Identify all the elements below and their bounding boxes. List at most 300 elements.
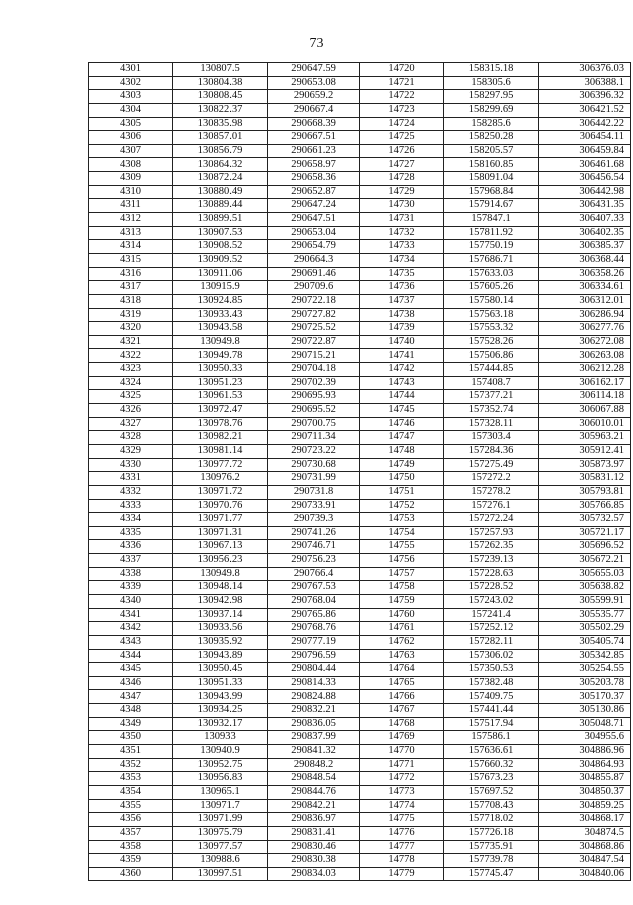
y-coordinate-cell: 306114.18 — [539, 390, 631, 404]
x-coordinate-cell: 158299.69 — [444, 103, 539, 117]
y-coordinate-cell: 290658.97 — [268, 158, 360, 172]
point-id-cell: 4345 — [89, 663, 173, 677]
point-id-cell: 14732 — [360, 226, 444, 240]
point-id-cell: 14727 — [360, 158, 444, 172]
y-coordinate-cell: 305963.21 — [539, 431, 631, 445]
table-row — [89, 144, 631, 158]
y-coordinate-cell: 290836.97 — [268, 813, 360, 827]
point-id-cell: 4359 — [89, 854, 173, 868]
x-coordinate-cell: 158160.85 — [444, 158, 539, 172]
x-coordinate-cell: 130857.01 — [173, 131, 268, 145]
x-coordinate-cell: 157276.1 — [444, 499, 539, 513]
table-row — [89, 172, 631, 186]
x-coordinate-cell: 157750.19 — [444, 240, 539, 254]
x-coordinate-cell: 157739.78 — [444, 854, 539, 868]
point-id-cell: 14753 — [360, 513, 444, 527]
y-coordinate-cell: 306456.54 — [539, 172, 631, 186]
y-coordinate-cell: 290654.79 — [268, 240, 360, 254]
table-row — [89, 567, 631, 581]
y-coordinate-cell: 306162.17 — [539, 376, 631, 390]
y-coordinate-cell: 306212.28 — [539, 363, 631, 377]
point-id-cell: 4310 — [89, 185, 173, 199]
y-coordinate-cell: 290731.8 — [268, 485, 360, 499]
table-row — [89, 431, 631, 445]
y-coordinate-cell: 290804.44 — [268, 663, 360, 677]
x-coordinate-cell: 157633.03 — [444, 267, 539, 281]
y-coordinate-cell: 290727.82 — [268, 308, 360, 322]
x-coordinate-cell: 158205.57 — [444, 144, 539, 158]
point-id-cell: 14748 — [360, 444, 444, 458]
point-id-cell: 14721 — [360, 76, 444, 90]
point-id-cell: 14772 — [360, 772, 444, 786]
y-coordinate-cell: 304868.86 — [539, 840, 631, 854]
table-row — [89, 185, 631, 199]
point-id-cell: 4315 — [89, 253, 173, 267]
y-coordinate-cell: 290777.19 — [268, 635, 360, 649]
y-coordinate-cell: 306010.01 — [539, 417, 631, 431]
point-id-cell: 14764 — [360, 663, 444, 677]
y-coordinate-cell: 305793.81 — [539, 485, 631, 499]
point-id-cell: 14747 — [360, 431, 444, 445]
x-coordinate-cell: 130908.52 — [173, 240, 268, 254]
y-coordinate-cell: 290695.52 — [268, 404, 360, 418]
x-coordinate-cell: 157282.11 — [444, 635, 539, 649]
point-id-cell: 4338 — [89, 567, 173, 581]
y-coordinate-cell: 290831.41 — [268, 826, 360, 840]
y-coordinate-cell: 290667.51 — [268, 131, 360, 145]
x-coordinate-cell: 130965.1 — [173, 785, 268, 799]
x-coordinate-cell: 157528.26 — [444, 335, 539, 349]
table-row — [89, 690, 631, 704]
y-coordinate-cell: 290741.26 — [268, 526, 360, 540]
x-coordinate-cell: 130988.6 — [173, 854, 268, 868]
x-coordinate-cell: 157241.4 — [444, 608, 539, 622]
x-coordinate-cell: 157735.91 — [444, 840, 539, 854]
y-coordinate-cell: 304864.93 — [539, 758, 631, 772]
x-coordinate-cell: 130932.17 — [173, 717, 268, 731]
y-coordinate-cell: 290723.22 — [268, 444, 360, 458]
x-coordinate-cell: 130933 — [173, 731, 268, 745]
y-coordinate-cell: 290830.46 — [268, 840, 360, 854]
y-coordinate-cell: 306442.22 — [539, 117, 631, 131]
table-row — [89, 676, 631, 690]
point-id-cell: 14758 — [360, 581, 444, 595]
x-coordinate-cell: 157697.52 — [444, 785, 539, 799]
point-id-cell: 14737 — [360, 294, 444, 308]
y-coordinate-cell: 290647.59 — [268, 63, 360, 77]
y-coordinate-cell: 305254.55 — [539, 663, 631, 677]
y-coordinate-cell: 305203.78 — [539, 676, 631, 690]
y-coordinate-cell: 290653.04 — [268, 226, 360, 240]
point-id-cell: 14767 — [360, 704, 444, 718]
table-row — [89, 226, 631, 240]
y-coordinate-cell: 305130.86 — [539, 704, 631, 718]
x-coordinate-cell: 130911.06 — [173, 267, 268, 281]
point-id-cell: 14739 — [360, 322, 444, 336]
y-coordinate-cell: 290704.18 — [268, 363, 360, 377]
x-coordinate-cell: 130971.7 — [173, 799, 268, 813]
y-coordinate-cell: 304874.5 — [539, 826, 631, 840]
y-coordinate-cell: 305048.71 — [539, 717, 631, 731]
x-coordinate-cell: 157350.53 — [444, 663, 539, 677]
y-coordinate-cell: 290837.99 — [268, 731, 360, 745]
y-coordinate-cell: 290664.3 — [268, 253, 360, 267]
y-coordinate-cell: 290691.46 — [268, 267, 360, 281]
table-row — [89, 758, 631, 772]
x-coordinate-cell: 130808.45 — [173, 90, 268, 104]
x-coordinate-cell: 130915.9 — [173, 281, 268, 295]
point-id-cell: 4325 — [89, 390, 173, 404]
x-coordinate-cell: 130949.8 — [173, 567, 268, 581]
point-id-cell: 4351 — [89, 745, 173, 759]
point-id-cell: 4306 — [89, 131, 173, 145]
point-id-cell: 4334 — [89, 513, 173, 527]
point-id-cell: 14773 — [360, 785, 444, 799]
x-coordinate-cell: 157968.84 — [444, 185, 539, 199]
x-coordinate-cell: 130952.75 — [173, 758, 268, 772]
y-coordinate-cell: 305502.29 — [539, 622, 631, 636]
x-coordinate-cell: 157586.1 — [444, 731, 539, 745]
point-id-cell: 4308 — [89, 158, 173, 172]
table-row — [89, 63, 631, 77]
y-coordinate-cell: 306067.88 — [539, 404, 631, 418]
y-coordinate-cell: 290653.08 — [268, 76, 360, 90]
x-coordinate-cell: 157745.47 — [444, 867, 539, 881]
table-row — [89, 322, 631, 336]
y-coordinate-cell: 290848.54 — [268, 772, 360, 786]
point-id-cell: 14774 — [360, 799, 444, 813]
x-coordinate-cell: 157553.32 — [444, 322, 539, 336]
point-id-cell: 4302 — [89, 76, 173, 90]
point-id-cell: 14757 — [360, 567, 444, 581]
y-coordinate-cell: 305599.91 — [539, 594, 631, 608]
table-row — [89, 649, 631, 663]
y-coordinate-cell: 304859.25 — [539, 799, 631, 813]
x-coordinate-cell: 157306.02 — [444, 649, 539, 663]
point-id-cell: 4333 — [89, 499, 173, 513]
point-id-cell: 14752 — [360, 499, 444, 513]
point-id-cell: 4316 — [89, 267, 173, 281]
point-id-cell: 14763 — [360, 649, 444, 663]
x-coordinate-cell: 130940.9 — [173, 745, 268, 759]
point-id-cell: 14762 — [360, 635, 444, 649]
y-coordinate-cell: 290848.2 — [268, 758, 360, 772]
x-coordinate-cell: 158297.95 — [444, 90, 539, 104]
y-coordinate-cell: 306385.37 — [539, 240, 631, 254]
x-coordinate-cell: 130977.72 — [173, 458, 268, 472]
x-coordinate-cell: 157563.18 — [444, 308, 539, 322]
table-row — [89, 390, 631, 404]
x-coordinate-cell: 130976.2 — [173, 472, 268, 486]
x-coordinate-cell: 130977.57 — [173, 840, 268, 854]
y-coordinate-cell: 290765.86 — [268, 608, 360, 622]
y-coordinate-cell: 290836.05 — [268, 717, 360, 731]
y-coordinate-cell: 290700.75 — [268, 417, 360, 431]
coordinates-table — [88, 62, 631, 881]
table-row — [89, 813, 631, 827]
x-coordinate-cell: 130951.33 — [173, 676, 268, 690]
y-coordinate-cell: 290730.68 — [268, 458, 360, 472]
table-row — [89, 622, 631, 636]
point-id-cell: 4305 — [89, 117, 173, 131]
point-id-cell: 4330 — [89, 458, 173, 472]
point-id-cell: 14756 — [360, 554, 444, 568]
table-row — [89, 417, 631, 431]
point-id-cell: 14760 — [360, 608, 444, 622]
y-coordinate-cell: 305873.97 — [539, 458, 631, 472]
y-coordinate-cell: 290652.87 — [268, 185, 360, 199]
x-coordinate-cell: 130971.31 — [173, 526, 268, 540]
table-row — [89, 554, 631, 568]
table-row — [89, 513, 631, 527]
y-coordinate-cell: 305831.12 — [539, 472, 631, 486]
y-coordinate-cell: 306277.76 — [539, 322, 631, 336]
point-id-cell: 4356 — [89, 813, 173, 827]
table-row — [89, 444, 631, 458]
table-row — [89, 731, 631, 745]
point-id-cell: 4352 — [89, 758, 173, 772]
y-coordinate-cell: 305696.52 — [539, 540, 631, 554]
x-coordinate-cell: 157257.93 — [444, 526, 539, 540]
x-coordinate-cell: 130956.23 — [173, 554, 268, 568]
point-id-cell: 4307 — [89, 144, 173, 158]
x-coordinate-cell: 130934.25 — [173, 704, 268, 718]
point-id-cell: 14724 — [360, 117, 444, 131]
x-coordinate-cell: 130909.52 — [173, 253, 268, 267]
point-id-cell: 4327 — [89, 417, 173, 431]
point-id-cell: 4319 — [89, 308, 173, 322]
y-coordinate-cell: 305672.21 — [539, 554, 631, 568]
table-row — [89, 840, 631, 854]
point-id-cell: 14746 — [360, 417, 444, 431]
table-row — [89, 608, 631, 622]
y-coordinate-cell: 290814.33 — [268, 676, 360, 690]
point-id-cell: 14771 — [360, 758, 444, 772]
y-coordinate-cell: 306454.11 — [539, 131, 631, 145]
x-coordinate-cell: 157660.32 — [444, 758, 539, 772]
y-coordinate-cell: 304850.37 — [539, 785, 631, 799]
y-coordinate-cell: 305535.77 — [539, 608, 631, 622]
table-row — [89, 131, 631, 145]
point-id-cell: 4335 — [89, 526, 173, 540]
point-id-cell: 4355 — [89, 799, 173, 813]
x-coordinate-cell: 157328.11 — [444, 417, 539, 431]
x-coordinate-cell: 130933.56 — [173, 622, 268, 636]
y-coordinate-cell: 290647.24 — [268, 199, 360, 213]
table-row — [89, 363, 631, 377]
y-coordinate-cell: 305405.74 — [539, 635, 631, 649]
x-coordinate-cell: 157275.49 — [444, 458, 539, 472]
point-id-cell: 14733 — [360, 240, 444, 254]
y-coordinate-cell: 306442.98 — [539, 185, 631, 199]
table-row — [89, 799, 631, 813]
y-coordinate-cell: 290841.32 — [268, 745, 360, 759]
x-coordinate-cell: 157228.63 — [444, 567, 539, 581]
y-coordinate-cell: 306431.35 — [539, 199, 631, 213]
point-id-cell: 14734 — [360, 253, 444, 267]
y-coordinate-cell: 305912.41 — [539, 444, 631, 458]
point-id-cell: 4314 — [89, 240, 173, 254]
table-row — [89, 240, 631, 254]
y-coordinate-cell: 304868.17 — [539, 813, 631, 827]
point-id-cell: 4347 — [89, 690, 173, 704]
x-coordinate-cell: 130982.21 — [173, 431, 268, 445]
x-coordinate-cell: 130924.85 — [173, 294, 268, 308]
y-coordinate-cell: 306358.26 — [539, 267, 631, 281]
x-coordinate-cell: 157441.44 — [444, 704, 539, 718]
x-coordinate-cell: 130889.44 — [173, 199, 268, 213]
point-id-cell: 14728 — [360, 172, 444, 186]
x-coordinate-cell: 130997.51 — [173, 867, 268, 881]
point-id-cell: 14720 — [360, 63, 444, 77]
y-coordinate-cell: 304855.87 — [539, 772, 631, 786]
x-coordinate-cell: 130971.77 — [173, 513, 268, 527]
point-id-cell: 14738 — [360, 308, 444, 322]
point-id-cell: 4323 — [89, 363, 173, 377]
point-id-cell: 4339 — [89, 581, 173, 595]
coordinates-table-body — [89, 63, 631, 881]
x-coordinate-cell: 157272.24 — [444, 513, 539, 527]
y-coordinate-cell: 290722.87 — [268, 335, 360, 349]
y-coordinate-cell: 306407.33 — [539, 213, 631, 227]
x-coordinate-cell: 157914.67 — [444, 199, 539, 213]
y-coordinate-cell: 305732.57 — [539, 513, 631, 527]
table-row — [89, 854, 631, 868]
y-coordinate-cell: 304847.54 — [539, 854, 631, 868]
y-coordinate-cell: 304840.06 — [539, 867, 631, 881]
table-row — [89, 294, 631, 308]
x-coordinate-cell: 157506.86 — [444, 349, 539, 363]
y-coordinate-cell: 305766.85 — [539, 499, 631, 513]
y-coordinate-cell: 306272.08 — [539, 335, 631, 349]
y-coordinate-cell: 304955.6 — [539, 731, 631, 745]
table-row — [89, 635, 631, 649]
x-coordinate-cell: 130856.79 — [173, 144, 268, 158]
table-row — [89, 867, 631, 881]
x-coordinate-cell: 157352.74 — [444, 404, 539, 418]
x-coordinate-cell: 157252.12 — [444, 622, 539, 636]
x-coordinate-cell: 130822.37 — [173, 103, 268, 117]
x-coordinate-cell: 130872.24 — [173, 172, 268, 186]
point-id-cell: 4312 — [89, 213, 173, 227]
x-coordinate-cell: 130943.99 — [173, 690, 268, 704]
x-coordinate-cell: 130949.78 — [173, 349, 268, 363]
y-coordinate-cell: 305170.37 — [539, 690, 631, 704]
point-id-cell: 14755 — [360, 540, 444, 554]
point-id-cell: 4349 — [89, 717, 173, 731]
x-coordinate-cell: 157444.85 — [444, 363, 539, 377]
x-coordinate-cell: 130950.45 — [173, 663, 268, 677]
y-coordinate-cell: 306312.01 — [539, 294, 631, 308]
y-coordinate-cell: 290768.04 — [268, 594, 360, 608]
y-coordinate-cell: 290796.59 — [268, 649, 360, 663]
y-coordinate-cell: 306396.32 — [539, 90, 631, 104]
point-id-cell: 4326 — [89, 404, 173, 418]
x-coordinate-cell: 130807.5 — [173, 63, 268, 77]
x-coordinate-cell: 130943.58 — [173, 322, 268, 336]
y-coordinate-cell: 290767.53 — [268, 581, 360, 595]
x-coordinate-cell: 157673.23 — [444, 772, 539, 786]
point-id-cell: 4346 — [89, 676, 173, 690]
y-coordinate-cell: 290709.6 — [268, 281, 360, 295]
y-coordinate-cell: 290844.76 — [268, 785, 360, 799]
y-coordinate-cell: 290661.23 — [268, 144, 360, 158]
point-id-cell: 14741 — [360, 349, 444, 363]
x-coordinate-cell: 130972.47 — [173, 404, 268, 418]
point-id-cell: 4321 — [89, 335, 173, 349]
x-coordinate-cell: 157303.4 — [444, 431, 539, 445]
point-id-cell: 4342 — [89, 622, 173, 636]
x-coordinate-cell: 157708.43 — [444, 799, 539, 813]
point-id-cell: 4357 — [89, 826, 173, 840]
y-coordinate-cell: 306376.03 — [539, 63, 631, 77]
y-coordinate-cell: 306368.44 — [539, 253, 631, 267]
y-coordinate-cell: 290667.4 — [268, 103, 360, 117]
point-id-cell: 4320 — [89, 322, 173, 336]
x-coordinate-cell: 157847.1 — [444, 213, 539, 227]
x-coordinate-cell: 157239.13 — [444, 554, 539, 568]
y-coordinate-cell: 306461.68 — [539, 158, 631, 172]
point-id-cell: 14730 — [360, 199, 444, 213]
y-coordinate-cell: 306459.84 — [539, 144, 631, 158]
point-id-cell: 14766 — [360, 690, 444, 704]
point-id-cell: 4336 — [89, 540, 173, 554]
x-coordinate-cell: 130970.76 — [173, 499, 268, 513]
x-coordinate-cell: 158315.18 — [444, 63, 539, 77]
table-row — [89, 213, 631, 227]
y-coordinate-cell: 290746.71 — [268, 540, 360, 554]
y-coordinate-cell: 290733.91 — [268, 499, 360, 513]
point-id-cell: 14725 — [360, 131, 444, 145]
point-id-cell: 14751 — [360, 485, 444, 499]
point-id-cell: 4341 — [89, 608, 173, 622]
table-row — [89, 472, 631, 486]
y-coordinate-cell: 306388.1 — [539, 76, 631, 90]
point-id-cell: 4303 — [89, 90, 173, 104]
table-row — [89, 581, 631, 595]
y-coordinate-cell: 305721.17 — [539, 526, 631, 540]
y-coordinate-cell: 290731.99 — [268, 472, 360, 486]
x-coordinate-cell: 130937.14 — [173, 608, 268, 622]
y-coordinate-cell: 290842.21 — [268, 799, 360, 813]
y-coordinate-cell: 290830.38 — [268, 854, 360, 868]
table-row — [89, 349, 631, 363]
x-coordinate-cell: 130956.83 — [173, 772, 268, 786]
y-coordinate-cell: 306421.52 — [539, 103, 631, 117]
point-id-cell: 4328 — [89, 431, 173, 445]
x-coordinate-cell: 158091.04 — [444, 172, 539, 186]
x-coordinate-cell: 158285.6 — [444, 117, 539, 131]
x-coordinate-cell: 158250.28 — [444, 131, 539, 145]
x-coordinate-cell: 157262.35 — [444, 540, 539, 554]
point-id-cell: 14722 — [360, 90, 444, 104]
x-coordinate-cell: 130943.89 — [173, 649, 268, 663]
point-id-cell: 4337 — [89, 554, 173, 568]
x-coordinate-cell: 130933.43 — [173, 308, 268, 322]
table-row — [89, 785, 631, 799]
table-row — [89, 90, 631, 104]
table-row — [89, 253, 631, 267]
x-coordinate-cell: 157605.26 — [444, 281, 539, 295]
point-id-cell: 4324 — [89, 376, 173, 390]
point-id-cell: 4332 — [89, 485, 173, 499]
x-coordinate-cell: 130880.49 — [173, 185, 268, 199]
point-id-cell: 14731 — [360, 213, 444, 227]
x-coordinate-cell: 130835.98 — [173, 117, 268, 131]
y-coordinate-cell: 290715.21 — [268, 349, 360, 363]
point-id-cell: 14778 — [360, 854, 444, 868]
table-row — [89, 594, 631, 608]
